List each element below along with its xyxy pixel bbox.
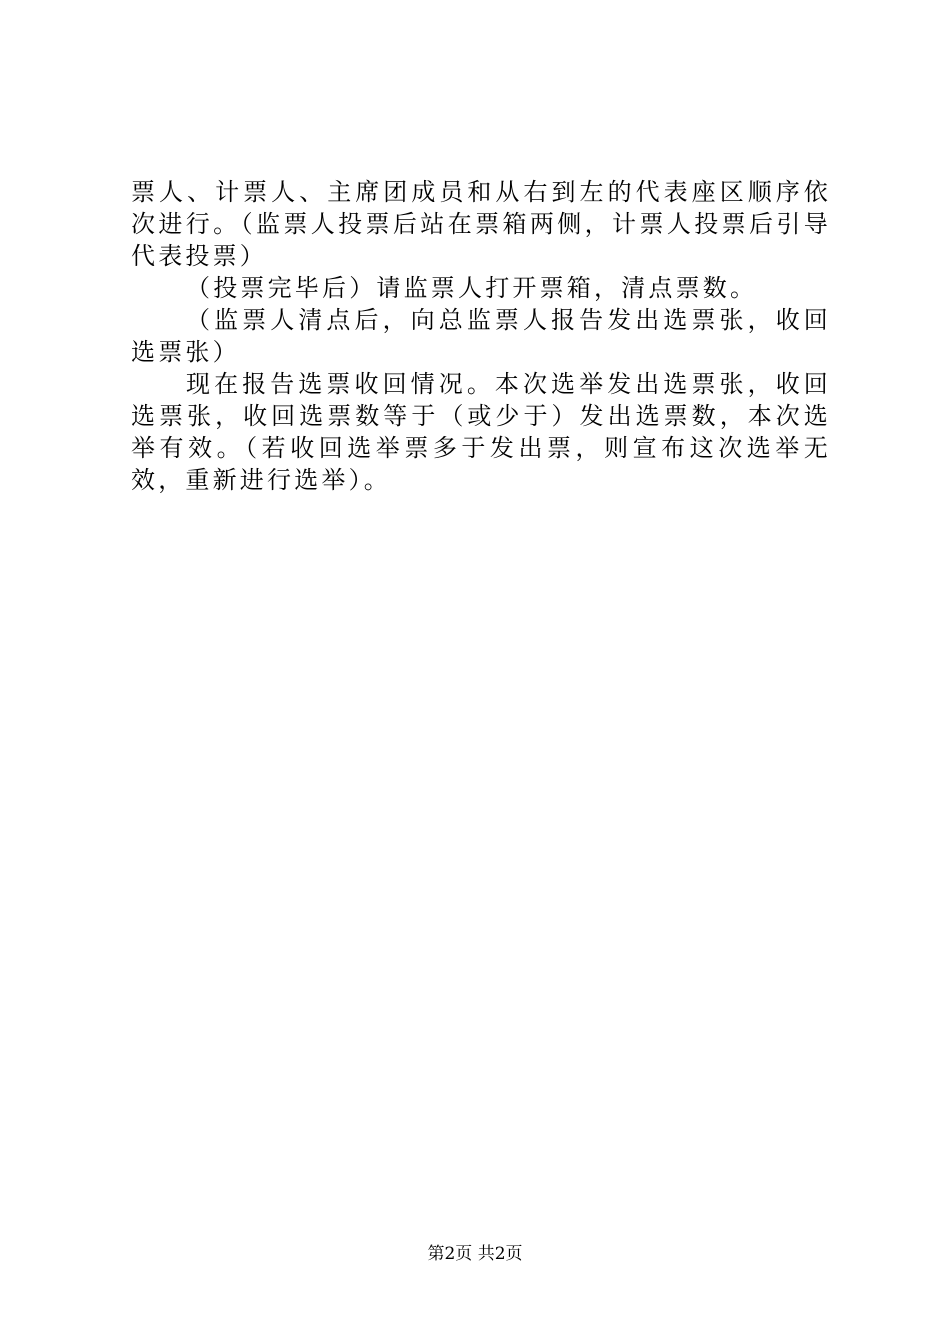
page-number-footer: 第2页 共2页: [427, 1244, 523, 1264]
document-body: [131, 176, 831, 496]
paragraph-result-report: 现在报告选票收回情况。本次选举发出选票张，收回选票张，收回选票数等于（或少于）发出选票数，本次选举有效。（若收回选举票多于发出票，则宣布这次选举无效，重新进行选举）。: [131, 370, 831, 494]
paragraph-voting-order: 票人、计票人、主席团成员和从右到左的代表座区顺序依次进行。（监票人投票后站在票箱两侧，计票人投票后引导代表投票）: [131, 178, 831, 270]
paragraph-count-report: （监票人清点后，向总监票人报告发出选票张，收回选票张）: [131, 306, 831, 366]
paragraph-open-ballot-box: （投票完毕后）请监票人打开票箱，清点票数。: [186, 274, 758, 302]
